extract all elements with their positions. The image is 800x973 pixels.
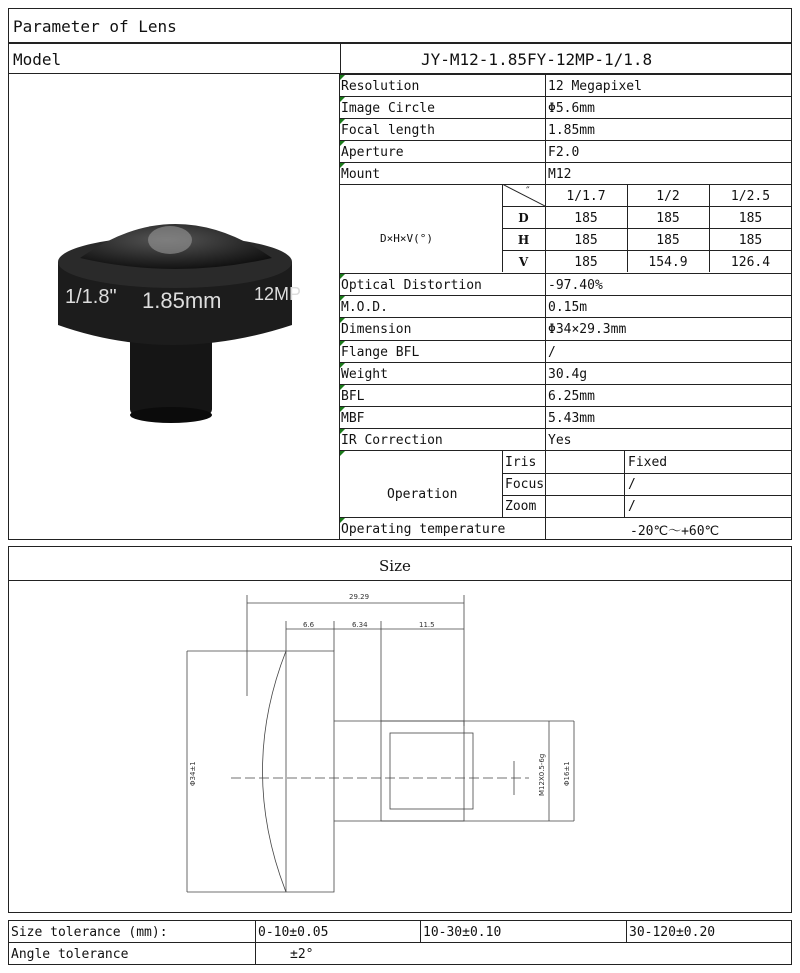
fov-value: 185	[738, 233, 763, 248]
spec-value: /	[548, 344, 556, 360]
spec-value: 0.15m	[548, 300, 588, 316]
spec-label: Optical Distortion	[341, 278, 482, 293]
spec-label: M.O.D.	[341, 300, 388, 316]
dim-d1: 6.6	[303, 621, 315, 629]
fov-value: 126.4	[730, 255, 771, 270]
operation-item-label: Zoom	[505, 499, 537, 514]
size-title: Size	[379, 557, 411, 575]
tolerance-range: 30-120±0.20	[629, 925, 716, 940]
fov-axis-label: H	[517, 233, 530, 247]
spec-value: 1.85mm	[548, 123, 595, 138]
fov-corner-mark: ″	[526, 186, 530, 197]
fov-axis-label: V	[518, 255, 529, 269]
lens-marking: 1.85mm	[142, 288, 222, 313]
dim-total: 29.29	[349, 593, 370, 601]
spec-value: M12	[548, 167, 572, 182]
dim-d3: 11.5	[419, 621, 435, 629]
spec-label: Weight	[341, 366, 388, 382]
spec-value: 5.43mm	[548, 411, 595, 427]
spec-value: Φ34×29.3mm	[548, 322, 627, 338]
spec-label: BFL	[341, 389, 365, 404]
fov-value: 185	[656, 233, 680, 248]
spec-label: Flange BFL	[341, 344, 420, 360]
fov-value: 185	[574, 211, 598, 226]
spec-value: Yes	[548, 433, 572, 449]
fov-value: 154.9	[648, 255, 688, 270]
page-title: Parameter of Lens	[13, 17, 177, 36]
temperature-label: Operating temperature	[341, 522, 506, 537]
fov-value: 185	[574, 255, 598, 270]
dim-d2: 6.34	[352, 621, 368, 629]
spec-value: F2.0	[548, 145, 580, 160]
angle-tolerance-value: ±2°	[290, 947, 314, 962]
technical-drawing	[9, 581, 791, 912]
operation-item-label: Iris	[505, 455, 537, 470]
spec-value: 30.4g	[548, 366, 588, 382]
fov-value: 185	[574, 233, 598, 248]
spec-label: Image Circle	[341, 101, 435, 116]
spec-label: Resolution	[341, 79, 420, 94]
fov-axis-label: D	[518, 211, 529, 225]
spec-label: IR Correction	[341, 433, 443, 449]
operation-item-value: /	[628, 499, 636, 514]
spec-label: Dimension	[341, 322, 412, 338]
fov-label: D×H×V(°)	[380, 232, 433, 245]
spec-value: 6.25mm	[548, 389, 595, 404]
spec-value: -97.40%	[548, 278, 603, 293]
model-value: JY-M12-1.85FY-12MP-1/1.8	[421, 50, 653, 69]
spec-value: 12 Megapixel	[548, 79, 642, 94]
tolerance-range: 0-10±0.05	[258, 925, 329, 940]
tolerance-range: 10-30±0.10	[423, 925, 502, 940]
model-label: Model	[13, 50, 62, 69]
size-header	[8, 546, 792, 581]
dim-dia-right: Φ16±1	[563, 761, 571, 786]
fov-value: 185	[738, 211, 763, 226]
angle-tolerance-label: Angle tolerance	[11, 947, 129, 962]
temperature-value: -20℃～+60℃	[630, 524, 720, 539]
operation-item-label: Focus	[505, 477, 545, 492]
dim-dia-left: Φ34±1	[189, 761, 197, 786]
operation-item-value: /	[628, 477, 636, 492]
fov-value: 185	[656, 211, 680, 226]
operation-item-value: Fixed	[628, 455, 668, 470]
spec-label: Aperture	[341, 145, 404, 160]
fov-sensor-header: 1/2	[656, 189, 680, 204]
spec-label: Focal length	[341, 123, 435, 138]
fov-sensor-header: 1/1.7	[566, 189, 606, 204]
lens-marking: 1/1.8"	[65, 286, 117, 308]
fov-sensor-header: 1/2.5	[730, 189, 771, 204]
spec-label: Mount	[341, 167, 381, 182]
dim-thread: M12X0.5-6g	[538, 753, 546, 796]
size-tolerance-label: Size tolerance (mm):	[11, 925, 168, 940]
spec-value: Φ5.6mm	[548, 101, 595, 116]
lens-photo	[40, 200, 310, 430]
model-row	[8, 43, 792, 74]
operation-label: Operation	[387, 487, 458, 502]
lens-marking: 12MP	[254, 284, 302, 304]
spec-label: MBF	[341, 411, 365, 427]
title-bar	[8, 8, 792, 43]
